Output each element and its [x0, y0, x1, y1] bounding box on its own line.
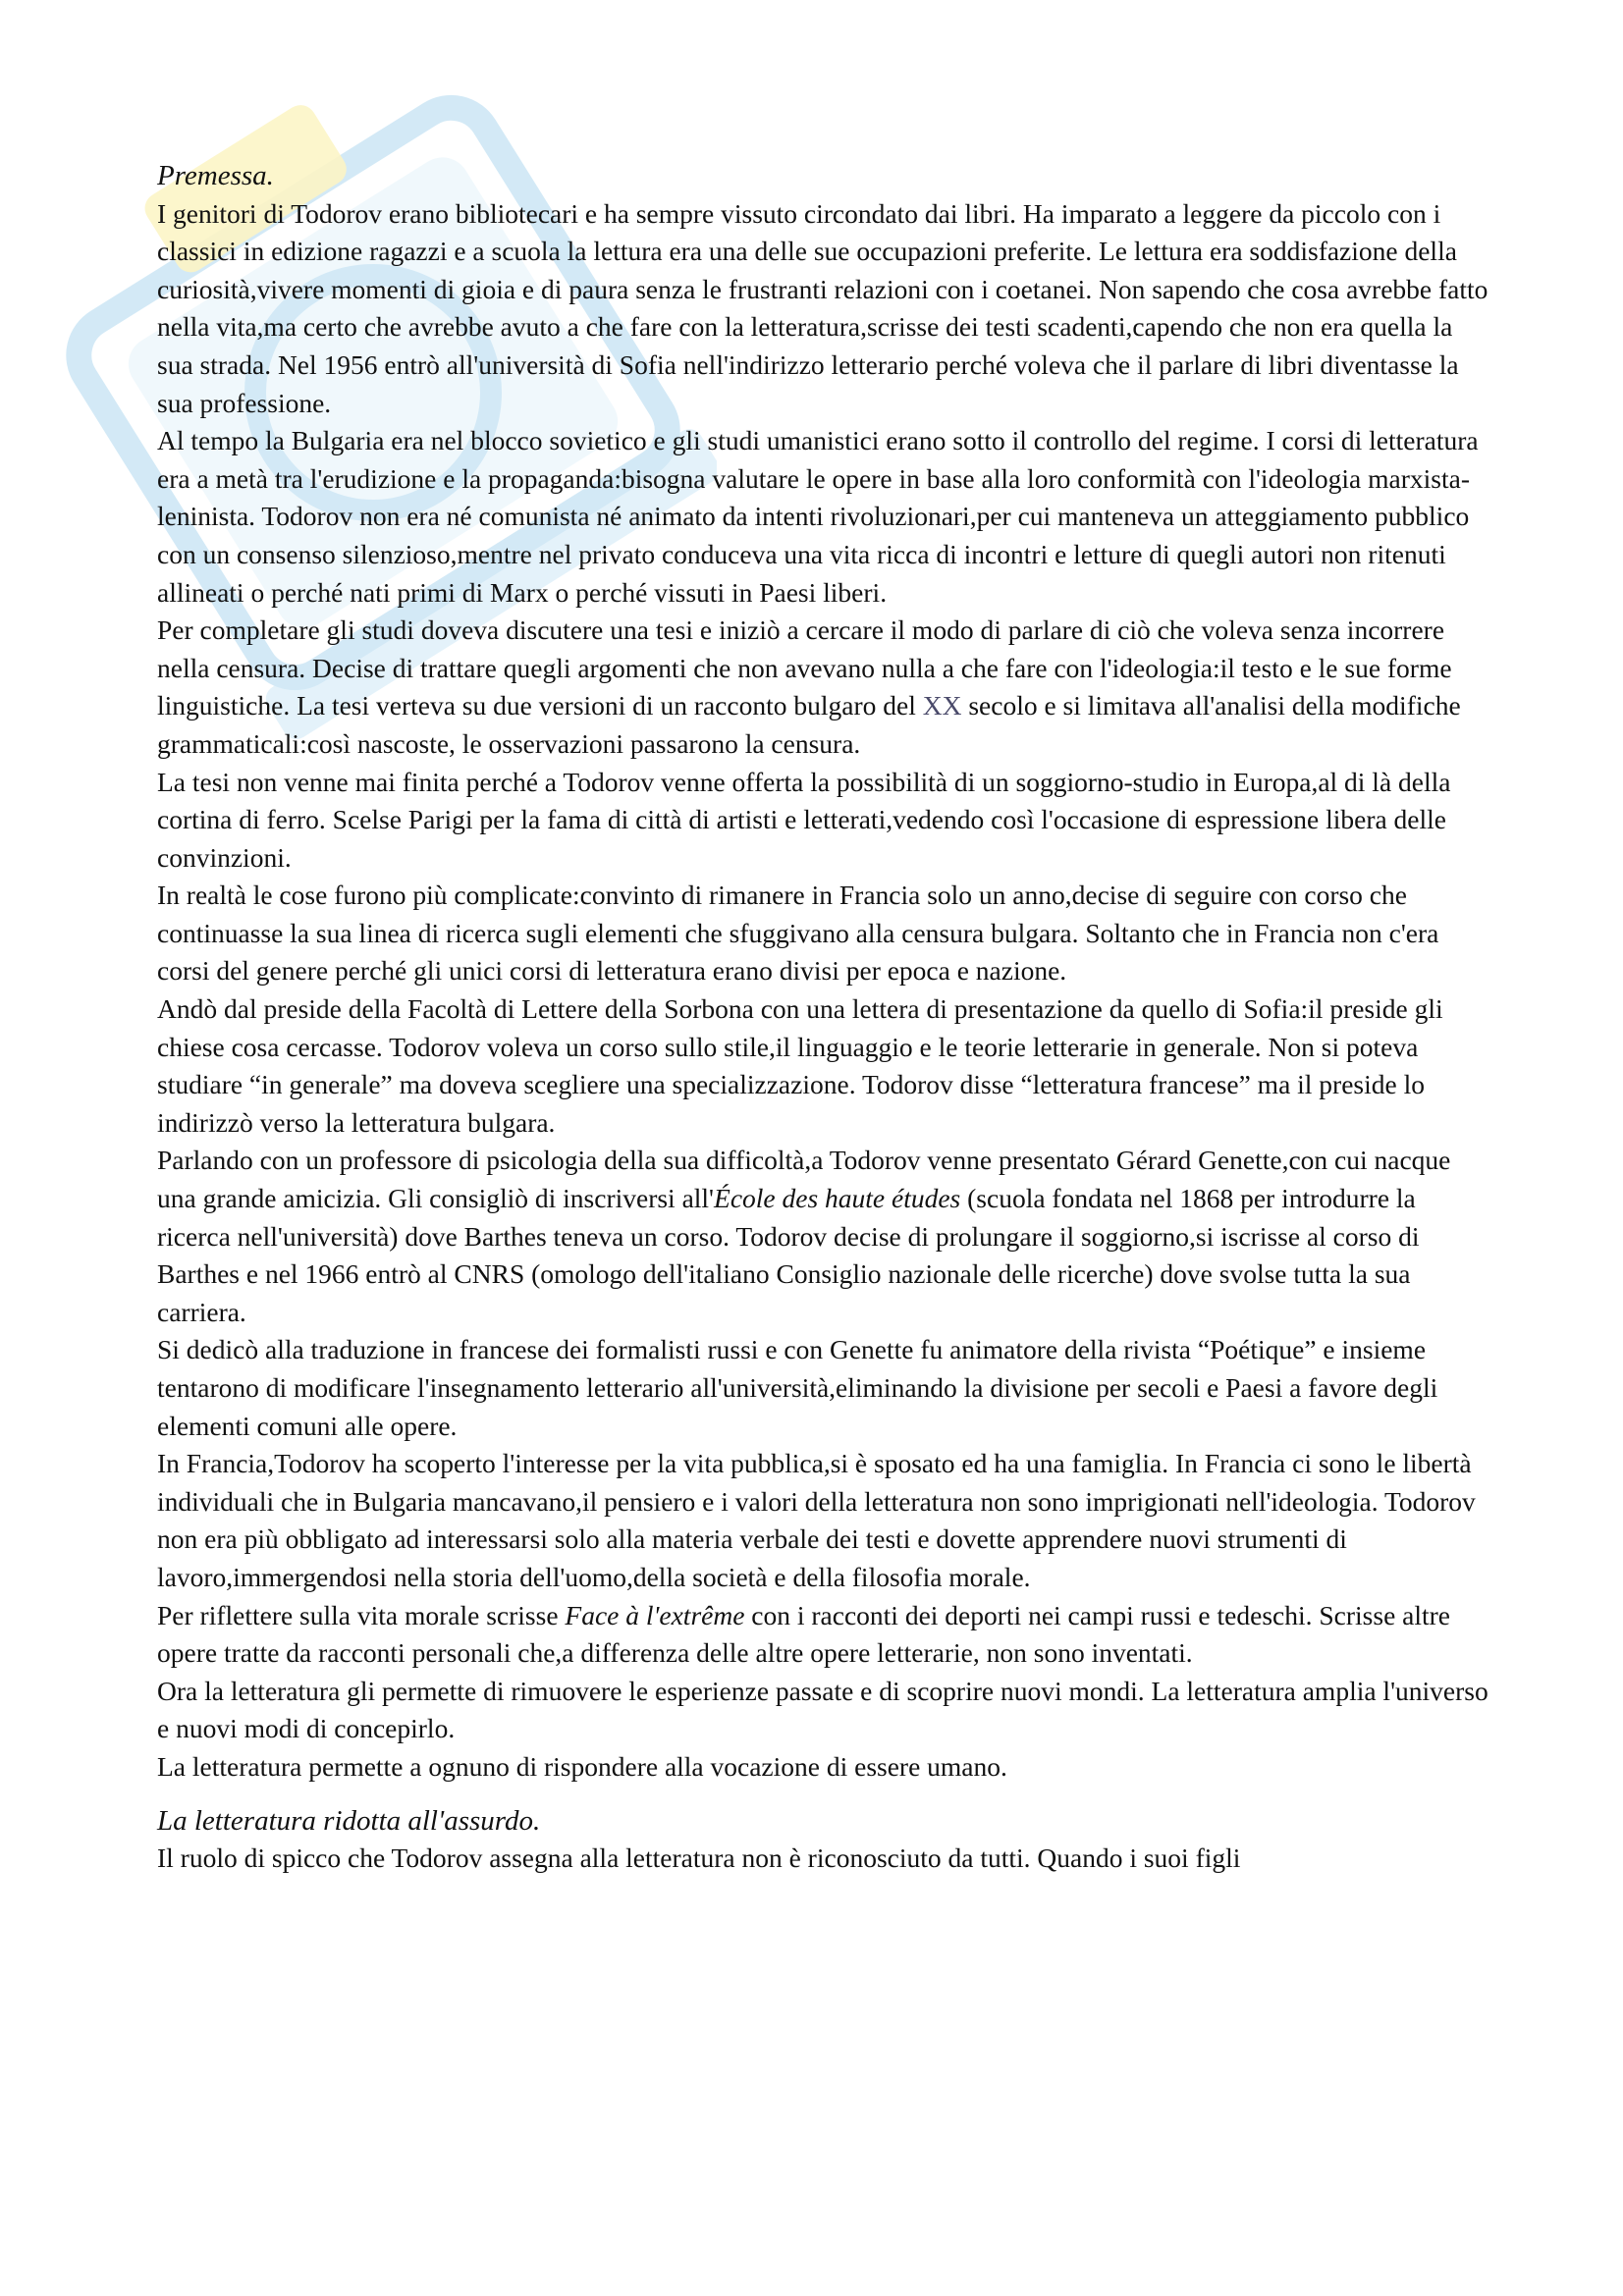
italic-title-ecole: École des haute études	[714, 1183, 961, 1214]
paragraph-3-end: secolo e si limitava all'analisi della modifiche grammaticali:così nascoste, le osservazioni passarono la censura.	[157, 690, 1461, 759]
paragraph-13: Il ruolo di spicco che Todorov assegna alla letteratura non è riconosciuto da tutti. Quando i suoi figli	[157, 1842, 1241, 1874]
paragraph-8: Si dedicò alla traduzione in francese dei formalisti russi e con Genette fu animatore della rivista “Poétique” e insieme tentarono di modificare l'insegnamento letterario all'università,eliminando la divisione per secoli e Paesi a favore degli elementi comuni alle opere.	[157, 1334, 1438, 1441]
paragraph-10-end: con i racconti dei deporti nei campi russi e tedeschi. Scrisse altre opere tratte da racconti personali che,a differenza delle altre opere letterarie, non sono inventati.	[157, 1599, 1450, 1669]
paragraph-11: Ora la letteratura gli permette di rimuovere le esperienze passate e di scoprire nuovi mondi. La letteratura amplia l'universo e nuovi modi di concepirlo.	[157, 1675, 1488, 1744]
paragraph-7-end: (scuola fondata nel 1868 per introdurre la ricerca nell'università) dove Barthes teneva un corso. Todorov decise di prolungare il soggiorno,si iscrisse al corso di Barthes e nel 1966 entrò al CNRS (omologo dell'italiano Consiglio nazionale delle ricerche) dove svolse tutta la sua carriera.	[157, 1183, 1420, 1327]
paragraph-9: In Francia,Todorov ha scoperto l'interesse per la vita pubblica,si è sposato ed ha una famiglia. In Francia ci sono le libertà individuali che in Bulgaria mancavano,il pensiero e i valori della letteratura non sono imprigionati nell'ideologia. Todorov non era più obbligato ad interessarsi solo alla materia verbale dei testi e dovette apprendere nuovi strumenti di lavoro,immergendosi nella storia dell'uomo,della società e della filosofia morale.	[157, 1448, 1476, 1592]
paragraph-7-start: Parlando con un professore di psicologia della sua difficoltà,a Todorov venne presentato Gérard Genette,con cui nacque una grande amicizia. Gli consigliò di inscriversi all'	[157, 1145, 1451, 1214]
document-body	[157, 157, 1492, 1878]
paragraph-10-start: Per riflettere sulla vita morale scrisse	[157, 1599, 566, 1630]
paragraph-2: Al tempo la Bulgaria era nel blocco sovietico e gli studi umanistici erano sotto il controllo del regime. I corsi di letteratura era a metà tra l'erudizione e la propaganda:bisogna valutare le opere in base alla loro conformità con l'ideologia marxista-leninista. Todorov non era né comunista né animato da intenti rivoluzionari,per cui manteneva un atteggiamento pubblico con un consenso silenzioso,mentre nel privato conduceva una vita ricca di incontri e letture di quegli autori non ritenuti allineati o perché nati primi di Marx o perché vissuti in Paesi liberi.	[157, 425, 1479, 608]
paragraph-3	[157, 612, 1492, 763]
italic-title-face: Face à l'extrême	[565, 1599, 745, 1630]
paragraph-7	[157, 1142, 1492, 1331]
paragraph-4: La tesi non venne mai finita perché a Todorov venne offerta la possibilità di un soggiorno-studio in Europa,al di là della cortina di ferro. Scelse Parigi per la fama di città di artisti e letterati,vedendo così l'occasione di espressione libera delle convinzioni.	[157, 766, 1451, 873]
roman-numeral: XX	[922, 690, 962, 721]
paragraph-1: I genitori di Todorov erano bibliotecari e ha sempre vissuto circondato dai libri. Ha imparato a leggere da piccolo con i classici in edizione ragazzi e a scuola la lettura era una delle sue occupazioni preferite. Le lettura era soddisfazione della curiosità,vivere momenti di gioia e di paura senza le frustranti relazioni con i coetanei. Non sapendo che cosa avrebbe fatto nella vita,ma certo che avrebbe avuto a che fare con la letteratura,scrisse dei testi scadenti,capendo che non era quella la sua strada. Nel 1956 entrò all'università di Sofia nell'indirizzo letterario perché voleva che il parlare di libri diventasse la sua professione.	[157, 197, 1488, 418]
paragraph-3-start: Per completare gli studi doveva discutere una tesi e iniziò a cercare il modo di parlare di ciò che voleva senza incorrere nella censura. Decise di trattare quegli argomenti che non avevano nulla a che fare con l'ideologia:il testo e le sue forme linguistiche. La tesi verteva su due versioni di un racconto bulgaro del	[157, 614, 1452, 721]
paragraph-5: In realtà le cose furono più complicate:convinto di rimanere in Francia solo un anno,decise di seguire con corso che continuasse la sua linea di ricerca sugli elementi che sfuggivano alla censura bulgara. Soltanto che in Francia non c'era corsi del genere perché gli unici corsi di letteratura erano divisi per epoca e nazione.	[157, 880, 1439, 987]
section-heading-premessa: Premessa.	[157, 160, 274, 191]
section-heading-letteratura: La letteratura ridotta all'assurdo.	[157, 1804, 541, 1837]
paragraph-12: La letteratura permette a ognuno di rispondere alla vocazione di essere umano.	[157, 1750, 1007, 1782]
paragraph-6: Andò dal preside della Facoltà di Lettere della Sorbona con una lettera di presentazione da quello di Sofia:il preside gli chiese cosa cercasse. Todorov voleva un corso sullo stile,il linguaggio e le teorie letterarie in generale. Non si poteva studiare “in generale” ma doveva scegliere una specializzazione. Todorov disse “letteratura francese” ma il preside lo indirizzò verso la letteratura bulgara.	[157, 993, 1443, 1138]
paragraph-10	[157, 1597, 1492, 1673]
